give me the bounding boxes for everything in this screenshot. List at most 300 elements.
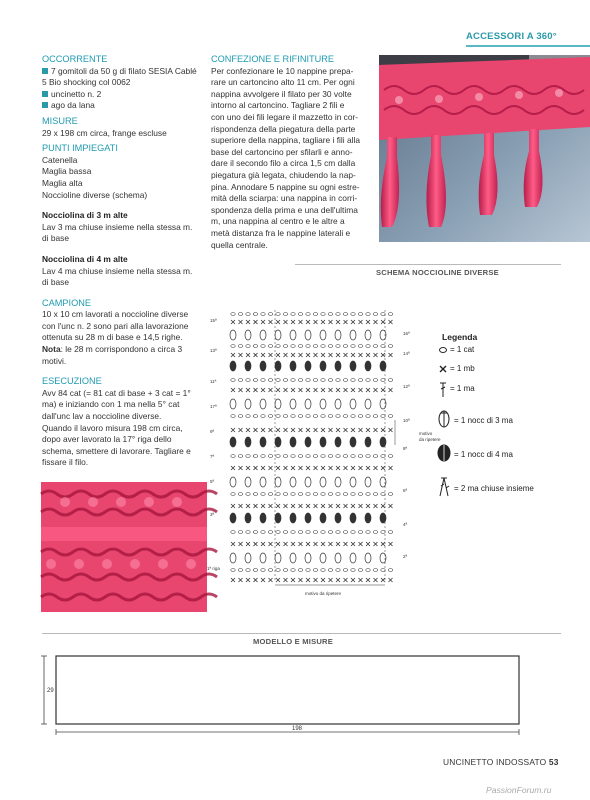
stitch-symbol [381,379,385,382]
stitch-symbol [351,504,355,508]
stitch-symbol [388,345,392,348]
campione-text: 10 x 10 cm lavorati a noccioline diverse [42,309,189,320]
stitch-symbol [246,313,250,316]
stitch-symbol [343,313,347,316]
stitch-symbol [388,455,392,458]
stitch-symbol [239,578,243,582]
stitch-symbol [389,353,393,357]
stitch-symbol [290,330,296,340]
stitch-symbol [335,399,341,409]
stitch-symbol [246,504,250,508]
occorrente-item: 5 Bio shocking col 0062 [42,77,131,88]
stitch-symbol [381,569,385,572]
stitch-symbol [343,345,347,348]
stitch-symbol [231,379,235,382]
stitch-symbol [380,361,386,371]
stitch-symbol [306,578,310,582]
stitch-symbol [269,320,273,324]
stitch-symbol [246,320,250,324]
stitch-symbol [261,455,265,458]
row-label: 9ª [210,429,215,434]
stitch-symbol [238,379,242,382]
stitch-symbol [321,493,325,496]
width-label: 198 [292,726,303,732]
stitch-symbol [238,569,242,572]
stitch-symbol [254,353,258,357]
row-label: 7ª [210,454,215,459]
stitch-symbol [366,313,370,316]
schema-divider [295,264,561,265]
stitch-symbol [351,578,355,582]
stitch-symbol [320,513,326,523]
stitch-symbol [373,569,377,572]
stitch-symbol [329,388,333,392]
stitch-symbol [261,578,265,582]
stitch-symbol [246,379,250,382]
stitch-symbol [276,504,280,508]
confezione-text: Per confezionare le 10 nappine prepa- [211,65,354,76]
stitch-symbol [351,531,355,534]
stitch-symbol [321,542,325,546]
stitch-symbol [328,379,332,382]
stitch-symbol [388,379,392,382]
stitch-symbol [261,531,265,534]
stitch-symbol [329,466,333,470]
stitch-symbol [253,493,257,496]
stitch-symbol [238,345,242,348]
header-rule [466,45,590,47]
stitch-symbol [306,455,310,458]
stitch-symbol [359,320,363,324]
stitch-symbol [261,504,265,508]
stitch-symbol [351,345,355,348]
stitch-symbol [269,466,273,470]
stitch-symbol [261,388,265,392]
stitch-symbol [268,569,272,572]
stitch-symbol [306,313,310,316]
stitch-symbol [246,531,250,534]
stitch-symbol [351,313,355,316]
nota-text: Nota: le 28 m corrispondono a circa 3 [42,344,183,355]
dc2tog-icon [436,476,452,498]
stitch-symbol [336,428,340,432]
stitch-symbol [245,437,251,447]
stitch-symbol [313,379,317,382]
stitch-symbol [321,428,325,432]
punti-title: PUNTI IMPIEGATI [42,143,118,154]
stitch-symbol [366,320,370,324]
stitch-symbol [366,493,370,496]
stitch-symbol [291,320,295,324]
stitch-symbol [389,428,393,432]
stitch-symbol [343,531,347,534]
stitch-symbol [298,379,302,382]
stitch-symbol [283,493,287,496]
stitch-symbol [305,399,311,409]
stitch-symbol [365,330,371,340]
row-label: 12ª [403,384,410,389]
row-label: 17ª [210,404,217,409]
punti-item: Maglia alta [42,177,83,188]
stitch-symbol [291,569,295,572]
stitch-symbol [290,437,296,447]
stitch-symbol [388,531,392,534]
stitch-symbol [373,455,377,458]
stitch-symbol [321,466,325,470]
stitch-symbol [314,320,318,324]
watermark: PassionForum.ru [486,785,552,795]
stitch-symbol [343,493,347,496]
stitch-symbol [246,415,250,418]
stitch-symbol [275,361,281,371]
stitch-symbol [306,504,310,508]
row-label: 15ª [210,318,217,323]
stitch-symbol [276,388,280,392]
stitch-symbol [328,493,332,496]
stitch-symbol [366,542,370,546]
confezione-text: metà distanza fra le nappine laterali e [211,227,351,238]
stitch-symbol [313,345,317,348]
stitch-symbol [276,353,280,357]
stitch-symbol [351,415,355,418]
stitch-symbol [246,428,250,432]
bottom-label: motivo da ripetere [305,591,342,596]
stitch-symbol [254,466,258,470]
stitch-symbol [381,504,385,508]
stitch-symbol [366,504,370,508]
stitch-symbol [276,428,280,432]
bullet-icon [42,68,48,74]
stitch-symbol [351,379,355,382]
occorrente-item: 7 gomitoli da 50 g di filato SESIA Cablé [42,66,207,78]
stitch-symbol [276,542,280,546]
stitch-symbol [321,313,325,316]
stitch-symbol [374,542,378,546]
stitch-symbol [268,493,272,496]
stitch-symbol [366,466,370,470]
stitch-symbol [305,361,311,371]
stitch-symbol [261,353,265,357]
stitch-symbol [298,345,302,348]
stitch-symbol [231,415,235,418]
stitch-symbol [290,553,296,563]
stitch-symbol [365,513,371,523]
bullet-icon [42,102,48,108]
stitch-symbol [321,504,325,508]
stitch-symbol [388,313,392,316]
noc3-title: Nocciolina di 3 m alte [42,210,128,221]
stitch-symbol [298,569,302,572]
stitch-symbol [335,477,341,487]
stitch-symbol [290,361,296,371]
stitch-symbol [245,513,251,523]
stitch-symbol [389,504,393,508]
occorrente-title: OCCORRENTE [42,54,108,64]
stitch-symbol [314,388,318,392]
stitch-symbol [299,578,303,582]
row-label: 5ª [210,479,215,484]
tassel-photo [379,55,590,242]
row-label: 11ª [210,379,217,384]
stitch-symbol [269,504,273,508]
stitch-symbol [290,477,296,487]
stitch-symbol [276,569,280,572]
stitch-symbol [344,504,348,508]
stitch-symbol [275,437,281,447]
stitch-symbol [344,428,348,432]
stitch-symbol [268,345,272,348]
stitch-symbol [246,353,250,357]
stitch-symbol [350,553,356,563]
stitch-symbol [238,531,242,534]
stitch-symbol [366,569,370,572]
stitch-symbol [314,428,318,432]
stitch-symbol [380,437,386,447]
stitch-symbol [320,361,326,371]
stitch-symbol [276,493,280,496]
stitch-symbol [373,531,377,534]
stitch-symbol [268,415,272,418]
stitch-symbol [283,313,287,316]
stitch-symbol [359,578,363,582]
stitch-symbol [328,531,332,534]
stitch-symbol [246,578,250,582]
esecuzione-text: ma) e iniziando con 1 ma nella 5° cat [42,399,180,410]
stitch-symbol [374,504,378,508]
stitch-symbol [239,320,243,324]
stitch-symbol [299,466,303,470]
row-label: 8ª [403,446,408,451]
stitch-symbol [291,415,295,418]
crochet-chart [205,300,441,600]
stitch-symbol [284,388,288,392]
stitch-symbol [335,361,341,371]
stitch-symbol [320,399,326,409]
stitch-symbol [291,455,295,458]
stitch-symbol [276,466,280,470]
stitch-symbol [306,320,310,324]
occorrente-item: uncinetto n. 2 [42,89,207,101]
stitch-symbol [344,542,348,546]
stitch-symbol [253,345,257,348]
stitch-symbol [238,313,242,316]
stitch-symbol [321,379,325,382]
stitch-symbol [306,428,310,432]
stitch-symbol [321,353,325,357]
stitch-symbol [276,578,280,582]
stitch-symbol [254,388,258,392]
stitch-symbol [388,569,392,572]
stitch-symbol [231,531,235,534]
confezione-text: con uno dei fili legare il mazzetto in cor- [211,111,359,122]
stitch-symbol [336,542,340,546]
stitch-symbol [321,345,325,348]
stitch-symbol [276,313,280,316]
stitch-symbol [335,437,341,447]
stitch-symbol [381,353,385,357]
stitch-symbol [268,455,272,458]
stitch-symbol [245,330,251,340]
stitch-symbol [373,345,377,348]
stitch-symbol [298,455,302,458]
stitch-symbol [359,542,363,546]
stitch-symbol [365,553,371,563]
stitch-symbol [336,569,340,572]
confezione-text: base del cartoncino per sfilarli e anno- [211,146,353,157]
stitch-symbol [314,542,318,546]
confezione-text: rispondenza della piegatura della parte [211,123,356,134]
punti-item: Noccioline diverse (schema) [42,189,148,200]
stitch-symbol [351,320,355,324]
side-label: motivo [419,431,433,436]
stitch-symbol [245,361,251,371]
stitch-symbol [381,578,385,582]
stitch-symbol [238,493,242,496]
confezione-text: piegatura già legata, chiudendo la nap- [211,169,356,180]
row-label: 2ª [403,554,408,559]
stitch-symbol [381,493,385,496]
stitch-symbol [230,513,236,523]
stitch-symbol [335,330,341,340]
stitch-symbol [306,466,310,470]
stitch-symbol [320,330,326,340]
stitch-symbol [254,428,258,432]
stitch-symbol [359,466,363,470]
stitch-symbol [388,493,392,496]
stitch-symbol [381,466,385,470]
stitch-symbol [284,320,288,324]
stitch-symbol [261,415,265,418]
stitch-symbol [366,428,370,432]
stitch-symbol [336,455,340,458]
stitch-symbol [299,504,303,508]
stitch-symbol [381,531,385,534]
stitch-symbol [275,553,281,563]
stitch-symbol [381,388,385,392]
stitch-symbol [306,388,310,392]
stitch-symbol [336,578,340,582]
row-label: 1ª riga [207,566,220,571]
stitch-symbol [336,504,340,508]
stitch-symbol [351,388,355,392]
esecuzione-text: dall'unc lav a noccioline diverse. [42,411,162,422]
stitch-symbol [260,477,266,487]
stitch-symbol [254,320,258,324]
punti-item: Maglia bassa [42,166,92,177]
noc4-text: Lav 4 ma chiuse insieme nella stessa m. [42,265,193,276]
stitch-symbol [305,437,311,447]
stitch-symbol [291,504,295,508]
stitch-symbol [381,428,385,432]
stitch-symbol [305,330,311,340]
stitch-symbol [381,542,385,546]
esecuzione-title: ESECUZIONE [42,376,102,387]
stitch-symbol [290,513,296,523]
stitch-symbol [351,542,355,546]
stitch-symbol [275,399,281,409]
stitch-symbol [336,531,340,534]
stitch-symbol [298,415,302,418]
stitch-symbol [329,542,333,546]
stitch-symbol [276,531,280,534]
stitch-symbol [291,345,295,348]
stitch-symbol [306,345,310,348]
stitch-symbol [299,320,303,324]
stitch-symbol [231,542,235,546]
stitch-symbol [261,466,265,470]
stitch-symbol [231,578,235,582]
stitch-symbol [373,313,377,316]
stitch-symbol [335,553,341,563]
stitch-symbol [291,531,295,534]
stitch-symbol [231,466,235,470]
stitch-symbol [284,542,288,546]
stitch-symbol [231,353,235,357]
stitch-symbol [366,353,370,357]
stitch-symbol [320,437,326,447]
confezione-text: superiore della nappina, tagliare i fili alla [211,135,360,146]
stitch-symbol [306,353,310,357]
stitch-symbol [374,428,378,432]
stitch-symbol [321,578,325,582]
stitch-symbol [305,477,311,487]
stitch-symbol [239,466,243,470]
stitch-symbol [313,313,317,316]
stitch-symbol [366,455,370,458]
stitch-symbol [374,466,378,470]
campione-title: CAMPIONE [42,297,92,308]
stitch-symbol [269,578,273,582]
stitch-symbol [374,578,378,582]
stitch-symbol [283,379,287,382]
stitch-symbol [254,578,258,582]
scarf-diagram [40,650,560,740]
stitch-symbol [230,361,236,371]
stitch-symbol [314,578,318,582]
stitch-symbol [238,455,242,458]
stitch-symbol [374,353,378,357]
stitch-symbol [231,313,235,316]
stitch-symbol [239,428,243,432]
stitch-symbol [276,455,280,458]
stitch-symbol [291,428,295,432]
stitch-symbol [359,353,363,357]
stitch-symbol [291,542,295,546]
stitch-symbol [344,466,348,470]
noc3-text: di base [42,233,70,244]
stitch-symbol [358,455,362,458]
stitch-symbol [344,578,348,582]
stitch-symbol [260,513,266,523]
stitch-symbol [381,415,385,418]
stitch-symbol [298,493,302,496]
stitch-symbol [373,415,377,418]
stitch-symbol [261,428,265,432]
row-label: 4ª [403,522,408,527]
stitch-symbol [380,513,386,523]
stitch-symbol [389,320,393,324]
row-label: 3ª [210,512,215,517]
esecuzione-text: Avv 84 cat (= 81 cat di base + 3 cat = 1° [42,387,191,398]
stitch-symbol [314,504,318,508]
stitch-symbol [336,320,340,324]
stitch-symbol [261,313,265,316]
stitch-symbol [366,578,370,582]
stitch-symbol [291,379,295,382]
stitch-symbol [269,428,273,432]
occorrente-item: ago da lana [42,100,207,112]
stitch-symbol [231,320,235,324]
